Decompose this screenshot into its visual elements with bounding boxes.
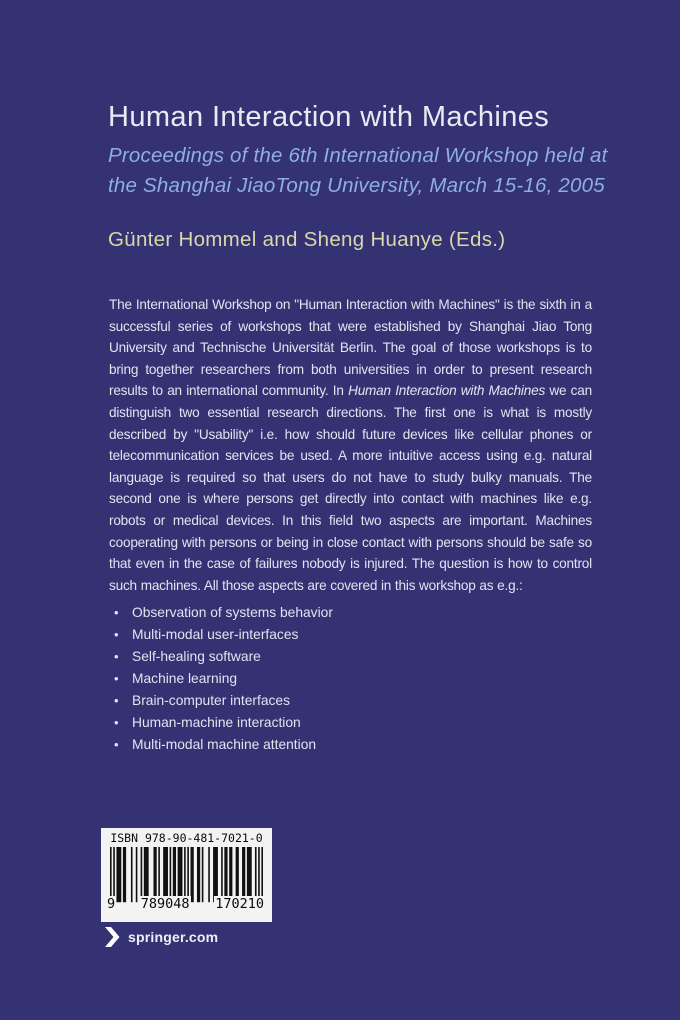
topic-label: Multi-modal user-interfaces	[132, 627, 299, 643]
isbn-barcode	[101, 828, 272, 922]
topic-item	[109, 668, 592, 690]
barcode-digit-group: 170210	[215, 896, 264, 912]
topic-item	[109, 734, 592, 756]
chevron-right-icon	[105, 927, 120, 947]
isbn-label: ISBN 978-90-481-7021-0	[110, 831, 263, 845]
book-title: Human Interaction with Machines	[108, 101, 550, 133]
bullet-icon: •	[114, 605, 119, 621]
topic-item	[109, 602, 592, 624]
topic-item	[109, 646, 592, 668]
topic-label: Human-machine interaction	[132, 714, 301, 730]
editors-line: Günter Hommel and Sheng Huanye (Eds.)	[108, 228, 506, 251]
springer-url: springer.com	[128, 929, 219, 945]
topic-label: Observation of systems behavior	[132, 605, 333, 621]
topic-item	[109, 690, 592, 712]
bullet-icon: •	[114, 714, 119, 730]
topic-label: Self-healing software	[132, 649, 261, 665]
book-subtitle	[108, 141, 608, 201]
subtitle-line-1: Proceedings of the 6th International Workshop held at	[108, 144, 608, 167]
barcode-digit-group: 789048	[140, 896, 190, 912]
barcode-digits	[106, 896, 265, 912]
description-segment: we can distinguish two essential research directions. The first one is what is mostly described by "Usability" i.e. how should future devices like cellular phones or telecommunication services be used. A more intuitive access using e.g. natural language is required so that users do not have to study bulky manuals. The second one is where persons get directly into contact with machines like e.g. robots or medical devices. In this field two aspects are important. Machines cooperating with persons or being in close contact with persons should be safe so that even in the case of failures nobody is injured. The question is how to control such machines. All those aspects are covered in this workshop as e.g.:	[109, 383, 593, 593]
topic-label: Multi-modal machine attention	[132, 736, 317, 752]
description-italic-phrase: Human Interaction with Machines	[348, 383, 546, 399]
topic-label: Brain-computer interfaces	[132, 692, 290, 708]
bullet-icon: •	[114, 627, 119, 643]
description-segment: The International Workshop on "Human Interaction with Machines" is the sixth in a successful series of workshops that were established by Shanghai Jiao Tong University and Technische Universität Berlin. The goal of those workshops is to bring together researchers from both universities in order to present research results to an international community. In	[109, 297, 592, 399]
cover-body	[109, 294, 592, 756]
topic-label: Machine learning	[132, 670, 238, 686]
topics-list	[109, 602, 592, 755]
subtitle-line-2: the Shanghai JiaoTong University, March 15-16, 2005	[108, 174, 605, 197]
topic-item	[109, 712, 592, 734]
topic-item	[109, 624, 592, 646]
springer-branding	[105, 927, 218, 947]
bullet-icon: •	[114, 736, 119, 752]
description-paragraph	[109, 294, 592, 596]
bullet-icon: •	[114, 649, 119, 665]
bullet-icon: •	[114, 692, 119, 708]
bullet-icon: •	[114, 670, 119, 686]
barcode-digit-group: 9	[107, 896, 116, 912]
